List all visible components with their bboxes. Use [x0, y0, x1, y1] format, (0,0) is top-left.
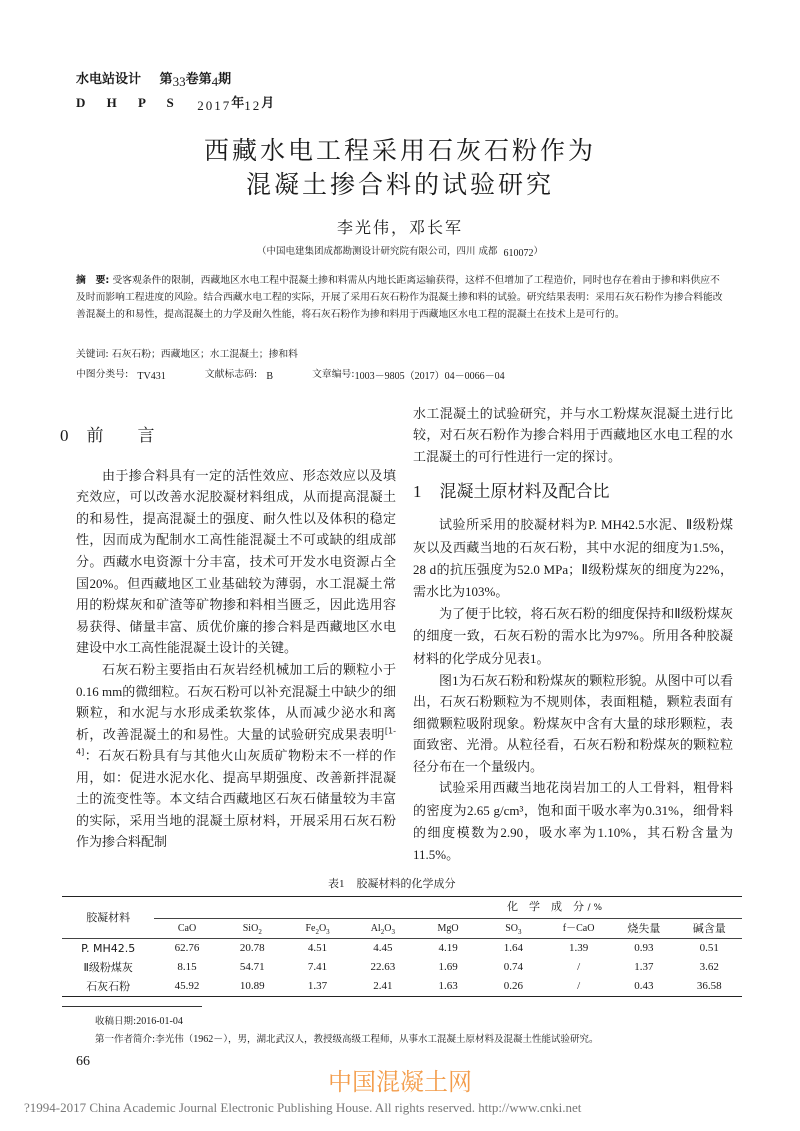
article-value: 1003－9805（2017）04－0066－04	[354, 371, 505, 382]
section-1-number: 1	[413, 482, 422, 502]
p1-value: 20%	[89, 576, 114, 592]
table-caption-prefix: 表	[328, 877, 339, 890]
chemical-composition-table	[62, 896, 742, 997]
unit-label: / %	[587, 903, 602, 913]
value-cell: 54.71	[239, 961, 265, 973]
text: ，需水比为	[413, 563, 733, 601]
column-header: MgO	[437, 923, 459, 934]
cement-grade: P. MH42.5	[588, 517, 645, 533]
paragraph	[413, 778, 733, 867]
issue-suffix: 期	[218, 72, 232, 87]
table-caption-text: 胶凝材料的化学成分	[356, 877, 456, 890]
value-cell: 4.51	[307, 942, 328, 954]
text: ，	[719, 540, 733, 556]
text: 图	[439, 674, 453, 690]
value-cell: /	[577, 980, 581, 992]
footnote-author	[95, 1032, 598, 1048]
page-number: 66	[76, 1054, 90, 1069]
abstract-label: 摘 要:	[76, 275, 110, 286]
section-1-title: 混凝土原材料及配合比	[439, 482, 610, 503]
value-cell: 10.89	[239, 980, 265, 992]
text: 为了便于比较，将石灰石粉的细度保持和Ⅱ级粉煤灰的细度一致，石灰石粉的需水比为	[413, 606, 733, 645]
value-cell: 2.41	[373, 980, 393, 992]
value-cell: /	[577, 961, 581, 973]
text: ；Ⅱ级粉煤灰的细度为	[568, 563, 696, 579]
group-header-text: 化 学 成 分	[507, 900, 585, 913]
text: 的抗压强度为	[436, 563, 518, 579]
text: 水泥、Ⅱ级粉煤灰以及西藏当地的石灰石粉，其中水泥的细度为	[413, 518, 733, 556]
column-header: $SO_3$	[505, 923, 522, 936]
column-header: $Fe_2O_3$	[305, 923, 330, 936]
volume-number: 33	[172, 74, 186, 89]
journal-header-line1	[76, 70, 231, 89]
compressive-strength: 52.0 MPa	[517, 562, 569, 578]
vol-mid: 卷第	[185, 72, 212, 87]
table-caption	[328, 876, 456, 892]
paragraph	[76, 660, 396, 854]
p1-end: 。但西藏地区工业基础较为薄弱，水工混凝土常用的粉煤灰和矿渣等矿物掺和料相当匮乏，因此选用容易获得、储量丰富、质优价廉的掺合料是西藏地区水电建设中水工高性能混凝土设计的关键。	[76, 577, 396, 657]
text: 。	[446, 848, 460, 864]
value-cell: 3.62	[699, 961, 719, 973]
abstract	[76, 272, 726, 323]
text: 试验所采用的胶凝材料为	[439, 518, 589, 534]
affiliation	[0, 244, 800, 260]
p2-text-b: 的微细粒。石灰石粉可以补充混凝土中缺少的细颗粒，和水泥与水形成柔软浆体，从而减少泌水和离析，改善混凝土的和易性。大量的试验研究成果表明	[76, 685, 396, 743]
value-cell: 0.93	[634, 942, 654, 954]
paragraph	[413, 670, 733, 778]
section-0-title: 前 言	[86, 426, 155, 446]
author-label: 第一作者简介:	[95, 1034, 156, 1045]
paragraph	[413, 604, 733, 670]
value-cell: 0.74	[503, 961, 523, 973]
doc-label: 文献标志码:	[204, 369, 258, 380]
title-line-2: 混凝土掺合料的试验研究	[245, 170, 554, 199]
table-header-row	[62, 897, 742, 919]
text: ，其石粉含量为	[631, 825, 733, 841]
title-line-1: 西藏水电工程采用石灰石粉作为	[203, 136, 596, 165]
text: 试验采用西藏当地花岗岩加工的人工骨料，粗骨料的密度为	[413, 781, 733, 819]
clc-value: TV431	[137, 371, 166, 382]
table-ref: 1	[530, 650, 537, 666]
stone-powder-content: 11.5%	[413, 847, 447, 863]
journal-abbr: D H P S	[76, 95, 183, 110]
journal-name: 水电站设计	[76, 72, 142, 87]
text: 为石灰石粉和粉煤灰的颗粒形貌。从图中可以看出，石灰石粉颗粒为不规则体，表面粗糙，颗粒表面有细微颗粒吸附现象。粉煤灰中含有大量的球形颗粒，表面致密、光滑。从粒径看，石灰石粉和粉煤灰的颗粒粒径分布在一个量级内。	[413, 674, 733, 775]
material-cell: P. MH42.5	[81, 942, 136, 955]
authors: 李光伟，邓长军	[336, 218, 463, 237]
p2-text-c: ：石灰石粉具有与其他火山灰质矿物粉末不一样的作用，如：促进水泥水化、提高早期强度、改善新拌混凝土的流变性等。本文结合西藏地区石灰石储量较为丰富的实际，采用当地的混凝土原材料，开展采用石灰石粉作为掺合料配制	[76, 749, 396, 850]
citation-ref: [1-4]	[76, 726, 396, 757]
p2-text-a: 石灰石粉主要指由石灰岩经机械加工后的颗粒小于	[102, 662, 396, 678]
coarse-density: 2.65 g/cm³	[467, 802, 524, 818]
value-cell: 20.78	[239, 942, 265, 954]
column-header: SiO$_2$	[242, 923, 262, 936]
text: ，饱和面干吸水率为	[523, 803, 646, 819]
author-bio: ），男，湖北武汉人，教授级高级工程师，从事水工混凝土原材料及混凝土性能试验研究。	[223, 1034, 599, 1045]
value-cell: 4.45	[373, 942, 393, 954]
received-label: 收稿日期:	[95, 1016, 137, 1027]
author-name: 李光伟（	[155, 1034, 194, 1045]
affiliation-text: （中国电建集团成都勘测设计研究院有限公司，四川 成都	[256, 246, 498, 257]
paper-title	[0, 134, 800, 202]
year-suffix: 年	[231, 96, 245, 111]
doc-value: B	[266, 371, 273, 382]
classification-line	[76, 366, 505, 383]
footnote-rule	[62, 1006, 202, 1007]
column-header: CaO	[177, 923, 197, 934]
abstract-text: 受客观条件的限制，西藏地区水电工程中混凝土掺和料需从内地长距离运输获得，这样不但增加了工程造价，同时也存在着由于掺和料供应不及时而影响工程进度的风险。结合西藏水电工程的实际，开展了采用石灰石粉作为混凝土掺和料的试验。研究结果表明：采用石灰石粉作为掺合料能改善混凝土的和易性，提高混凝土的力学及耐久性能，将石灰石粉作为掺和料用于西藏地区水电工程的混凝土在技术上是可行的。	[76, 275, 723, 320]
keywords-text: 石灰石粉；西藏地区；水工混凝土；掺和料	[111, 349, 298, 360]
value-cell: 45.92	[174, 980, 200, 992]
received-date: 2016-01-04	[136, 1016, 183, 1027]
limestone-water-ratio: 97%	[614, 628, 639, 644]
column-header-row	[62, 919, 742, 939]
copyright-notice: ?1994-2017 China Academic Journal Electronic Publishing House. All rights reserved. http://www.cnki.net	[24, 1100, 582, 1115]
column-header: f－CaO	[562, 923, 595, 934]
age-days: 28 d	[413, 562, 437, 578]
material-cell: 石灰石粉	[86, 980, 131, 993]
table-row	[62, 977, 742, 997]
figure-ref: 1	[452, 673, 459, 689]
affiliation-zip: 610072	[503, 248, 534, 259]
coarse-absorption: 0.31%	[645, 802, 679, 818]
value-cell: 8.15	[177, 961, 197, 973]
column-header: $Al_2O_3$	[370, 923, 395, 936]
paragraph	[413, 514, 733, 604]
right-column	[413, 404, 733, 872]
paragraph	[76, 466, 396, 660]
table-number: 1	[339, 878, 345, 890]
group-header	[154, 897, 742, 919]
value-cell: 0.43	[634, 980, 654, 992]
table-row	[62, 939, 742, 959]
journal-header-line2	[76, 94, 274, 113]
continued-paragraph: 水工混凝土的试验研究，并与水工粉煤灰混凝土进行比较，对石灰石粉作为掺合料用于西藏地区水电工程的水工混凝土的可行性进行一定的探讨。	[413, 407, 733, 465]
text: 。	[495, 585, 509, 601]
value-cell: 22.63	[370, 961, 396, 973]
value-cell: 0.26	[503, 980, 523, 992]
month: 12	[244, 98, 262, 113]
value-cell: 7.41	[307, 961, 328, 973]
keywords	[76, 346, 298, 363]
table-body	[62, 939, 742, 997]
table-row	[62, 958, 742, 977]
section-1-heading	[413, 480, 733, 504]
flyash-fineness: 22%	[695, 562, 720, 578]
affiliation-close: ）	[533, 246, 544, 257]
month-suffix: 月	[261, 96, 275, 111]
vol-prefix: 第	[159, 72, 173, 87]
left-column	[76, 466, 396, 872]
article-label: 文章编号:	[312, 369, 355, 380]
value-cell: 36.58	[696, 980, 722, 992]
fineness-modulus: 2.90	[500, 824, 524, 840]
flyash-water-ratio: 103%	[465, 584, 496, 600]
material-header: 胶凝材料	[86, 911, 131, 924]
value-cell: 1.64	[503, 942, 523, 954]
value-cell: 1.63	[438, 980, 458, 992]
value-cell: 1.37	[307, 980, 328, 992]
watermark: 中国混凝土网	[328, 1068, 472, 1096]
issue-number: 4	[211, 74, 219, 89]
text: 。	[536, 651, 550, 667]
text: 。所用各种胶凝材料的化学成分见表	[413, 629, 733, 667]
fine-absorption: 1.10%	[597, 824, 632, 840]
year: 2017	[197, 98, 232, 113]
p2-value: 0.16 mm	[76, 684, 123, 700]
column-header: 碱含量	[692, 922, 726, 935]
author-year: 1962－	[193, 1034, 224, 1045]
value-cell: 1.39	[568, 942, 589, 954]
value-cell: 4.19	[438, 942, 458, 954]
text: ，细骨料的细度模数为	[413, 803, 733, 841]
footnote-received	[95, 1014, 183, 1030]
value-cell: 1.69	[438, 961, 458, 973]
text: ，吸水率为	[523, 825, 598, 841]
material-cell: Ⅱ级粉煤灰	[83, 961, 133, 974]
p1-text: 由于掺合料具有一定的活性效应、形态效应以及填充效应，可以改善水泥胶凝材料组成，从而提高混凝土的和易性，提高混凝土的强度、耐久性以及体积的稳定性，因而成为配制水工高性能混凝土不可或缺的组成部分。西藏水电资源十分丰富，技术可开发水电资源占全国	[76, 469, 396, 593]
value-cell: 1.37	[634, 961, 654, 973]
section-0-number: 0	[60, 426, 69, 445]
keywords-label: 关键词:	[76, 349, 109, 360]
column-header: 烧失量	[627, 922, 661, 935]
cement-fineness: 1.5%	[692, 539, 720, 555]
value-cell: 62.76	[174, 942, 200, 954]
clc-label: 中图分类号:	[76, 369, 129, 380]
section-0-heading	[60, 424, 155, 448]
value-cell: 0.51	[699, 942, 719, 954]
